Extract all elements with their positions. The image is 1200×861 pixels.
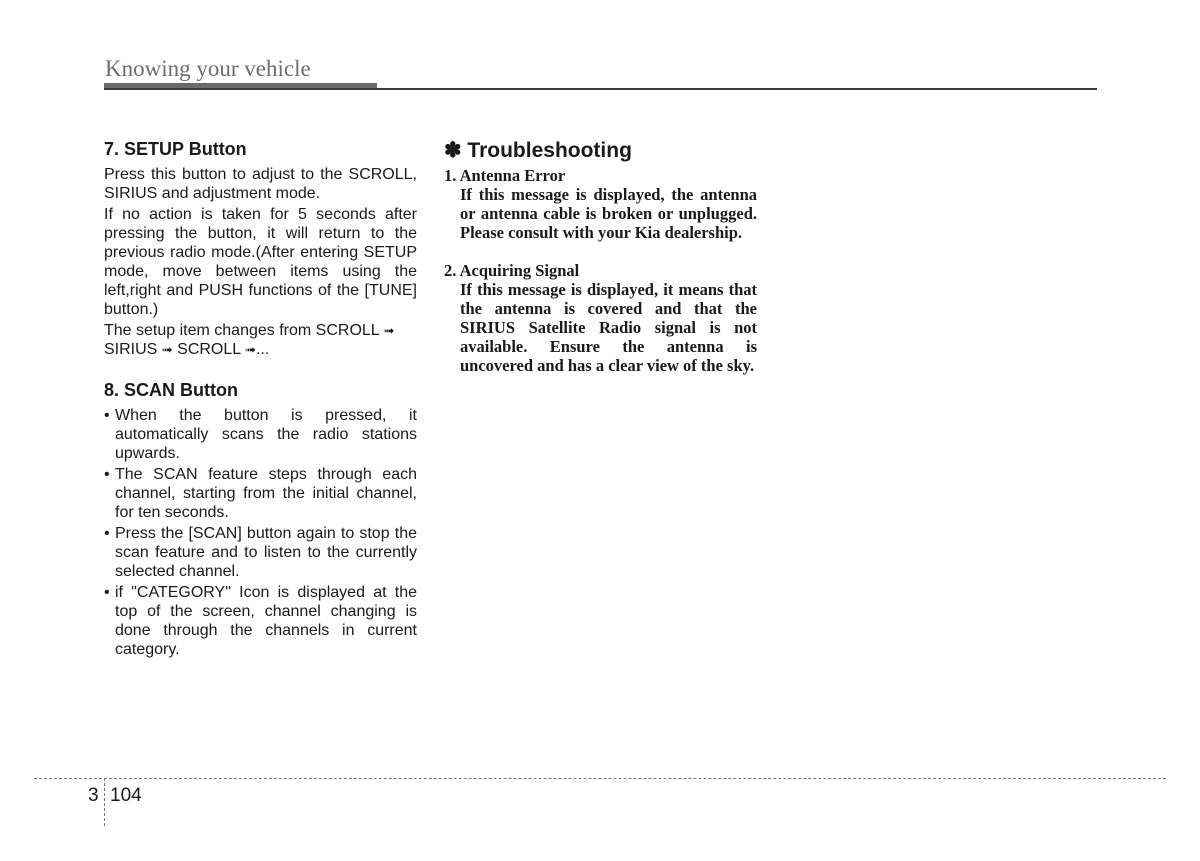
list-item [104, 524, 417, 581]
troubleshooting-item-title: 2. Acquiring Signal [444, 261, 580, 280]
list-item-text: if "CATEGORY" Icon is displayed at the top of the screen, channel changing is done through the channels in current category. [115, 584, 417, 658]
section-spacer [104, 361, 417, 379]
troubleshooting-item-body: If this message is displayed, the antenna or antenna cable is broken or unplugged. Please consult with your Kia dealership. [460, 185, 757, 242]
setup-paragraph-1: Press this button to adjust to the SCROLL, SIRIUS and adjustment mode. [104, 166, 417, 202]
page-section-title: Knowing your vehicle [105, 56, 311, 81]
setup-cycle-text-a: The setup item changes from SCROLL [104, 322, 384, 339]
bullet-icon: • [104, 466, 110, 483]
list-item [104, 583, 417, 659]
arrow-right-icon: ➟ [383, 323, 395, 338]
page-number: 104 [110, 785, 142, 806]
left-column [104, 138, 417, 661]
troubleshooting-heading: ✽ Troubleshooting [444, 139, 632, 162]
troubleshooting-item [444, 261, 757, 375]
setup-paragraph-2: If no action is taken for 5 seconds after pressing the button, it will return to the previous radio mode.(After entering SETUP mode, move between items using the left,right and PUSH functions of the [TUNE] button.) [104, 206, 417, 318]
header-rule [104, 88, 1097, 90]
setup-button-heading: 7. SETUP Button [104, 139, 247, 159]
troubleshooting-item-body: If this message is displayed, it means that the antenna is covered and that the SIRIUS Satellite Radio signal is not available. Ensure the antenna is uncovered and has a clear view of the sky. [460, 280, 757, 375]
troubleshooting-item-title: 1. Antenna Error [444, 166, 566, 185]
troubleshooting-item [444, 166, 757, 242]
list-item-text: Press the [SCAN] button again to stop the scan feature and to listen to the currently selected channel. [115, 525, 417, 580]
right-column [444, 138, 757, 394]
bullet-icon: • [104, 407, 110, 424]
scan-bullet-list [104, 406, 417, 659]
chapter-number: 3 [88, 785, 99, 806]
setup-cycle-text-c: SCROLL [172, 341, 246, 358]
scan-button-heading: 8. SCAN Button [104, 380, 238, 400]
setup-cycle-text-b: SIRIUS [104, 341, 162, 358]
setup-paragraph-3 [104, 321, 417, 359]
bullet-icon: • [104, 525, 110, 542]
footer-page-divider [104, 778, 105, 826]
arrow-right-icon: ➟ [161, 342, 173, 357]
list-item [104, 406, 417, 463]
list-item [104, 465, 417, 522]
setup-cycle-text-d: ... [255, 341, 270, 358]
list-item-text: The SCAN feature steps through each channel, starting from the initial channel, for ten seconds. [115, 466, 417, 521]
bullet-icon: • [104, 584, 110, 601]
list-item-text: When the button is pressed, it automatically scans the radio stations upwards. [115, 407, 417, 462]
footer-divider [34, 778, 1166, 779]
arrow-right-icon: ➟ [245, 342, 256, 357]
